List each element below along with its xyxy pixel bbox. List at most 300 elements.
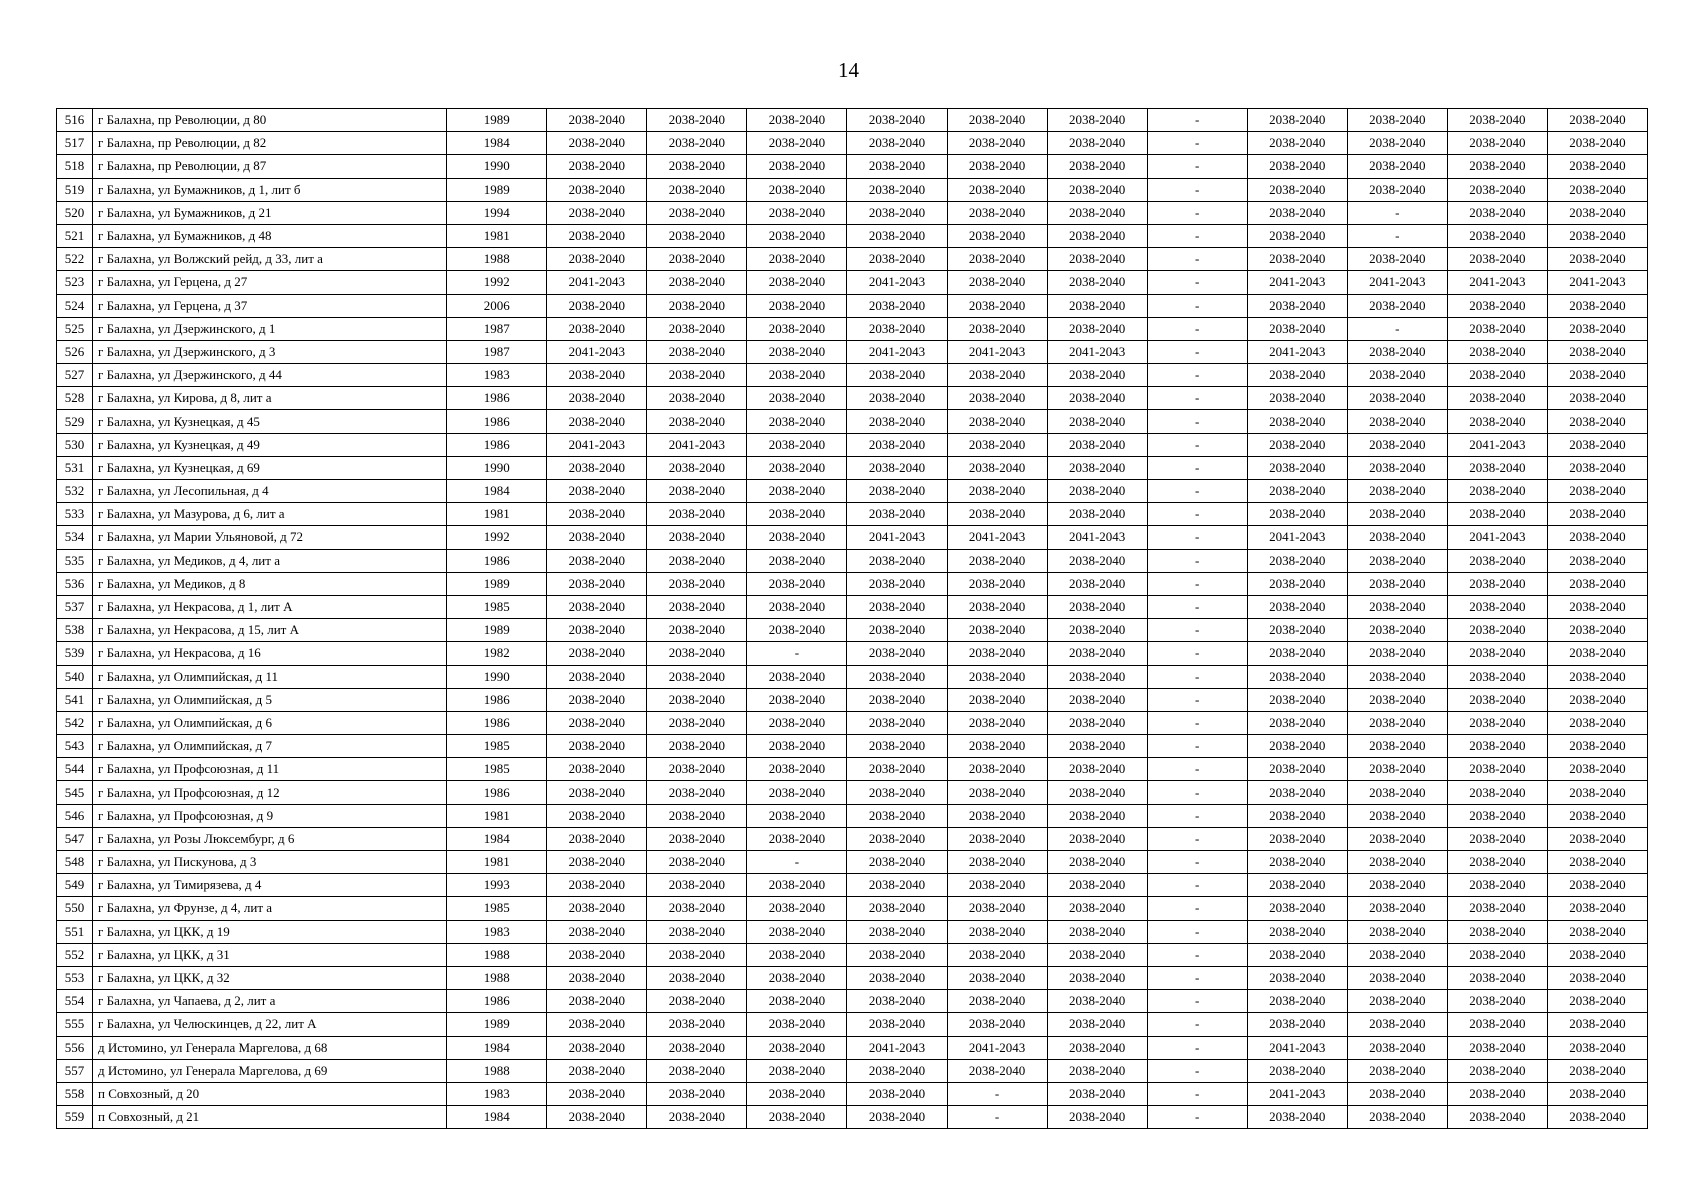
- period-cell: 2038-2040: [1547, 827, 1647, 850]
- address-cell: г Балахна, ул Челюскинцев, д 22, лит А: [93, 1013, 447, 1036]
- address-cell: г Балахна, ул Медиков, д 8: [93, 572, 447, 595]
- address-cell: г Балахна, ул Профсоюзная, д 11: [93, 758, 447, 781]
- address-cell: г Балахна, ул Кузнецкая, д 69: [93, 456, 447, 479]
- period-cell: 2038-2040: [1547, 456, 1647, 479]
- year-cell: 1989: [447, 109, 547, 132]
- period-cell: 2038-2040: [947, 503, 1047, 526]
- period-cell: 2038-2040: [647, 943, 747, 966]
- table-row: [57, 294, 1648, 317]
- period-cell: -: [1347, 317, 1447, 340]
- period-cell: 2038-2040: [1047, 387, 1147, 410]
- period-cell: 2038-2040: [647, 387, 747, 410]
- year-cell: 1981: [447, 851, 547, 874]
- table-row: [57, 1082, 1648, 1105]
- row-number-cell: 518: [57, 155, 93, 178]
- period-cell: 2038-2040: [547, 943, 647, 966]
- period-cell: 2038-2040: [647, 874, 747, 897]
- period-cell: 2038-2040: [747, 619, 847, 642]
- period-cell: 2038-2040: [847, 155, 947, 178]
- period-cell: 2038-2040: [747, 1059, 847, 1082]
- period-cell: 2038-2040: [1247, 711, 1347, 734]
- address-cell: г Балахна, ул ЦКК, д 19: [93, 920, 447, 943]
- period-cell: 2038-2040: [647, 1082, 747, 1105]
- page-number: 14: [838, 58, 859, 82]
- row-number-cell: 546: [57, 804, 93, 827]
- period-cell: 2038-2040: [747, 271, 847, 294]
- period-cell: 2038-2040: [1247, 619, 1347, 642]
- period-cell: 2038-2040: [547, 804, 647, 827]
- period-cell: -: [1147, 271, 1247, 294]
- address-cell: г Балахна, пр Революции, д 82: [93, 132, 447, 155]
- period-cell: 2038-2040: [1247, 874, 1347, 897]
- address-cell: г Балахна, ул Бумажников, д 21: [93, 201, 447, 224]
- period-cell: -: [1347, 201, 1447, 224]
- period-cell: 2038-2040: [1547, 178, 1647, 201]
- period-cell: 2038-2040: [647, 480, 747, 503]
- period-cell: 2038-2040: [547, 364, 647, 387]
- period-cell: 2038-2040: [647, 294, 747, 317]
- table-row: [57, 642, 1648, 665]
- table-row: [57, 271, 1648, 294]
- period-cell: 2038-2040: [1347, 758, 1447, 781]
- period-cell: 2038-2040: [1547, 920, 1647, 943]
- period-cell: 2038-2040: [647, 619, 747, 642]
- period-cell: 2038-2040: [647, 920, 747, 943]
- address-cell: г Балахна, ул Бумажников, д 48: [93, 224, 447, 247]
- period-cell: 2038-2040: [747, 572, 847, 595]
- year-cell: 1986: [447, 387, 547, 410]
- period-cell: 2041-2043: [1347, 271, 1447, 294]
- period-cell: 2038-2040: [847, 874, 947, 897]
- table-row: [57, 572, 1648, 595]
- period-cell: 2038-2040: [1047, 897, 1147, 920]
- period-cell: 2038-2040: [1347, 781, 1447, 804]
- period-cell: 2038-2040: [1547, 1013, 1647, 1036]
- period-cell: 2038-2040: [547, 387, 647, 410]
- period-cell: 2038-2040: [847, 943, 947, 966]
- period-cell: 2038-2040: [947, 619, 1047, 642]
- period-cell: 2038-2040: [1547, 410, 1647, 433]
- period-cell: 2038-2040: [1247, 920, 1347, 943]
- address-cell: г Балахна, ул ЦКК, д 32: [93, 966, 447, 989]
- period-cell: 2038-2040: [1347, 410, 1447, 433]
- period-cell: -: [1147, 1082, 1247, 1105]
- period-cell: 2038-2040: [947, 990, 1047, 1013]
- period-cell: 2038-2040: [1047, 549, 1147, 572]
- table-row: [57, 665, 1648, 688]
- address-cell: г Балахна, ул Некрасова, д 15, лит А: [93, 619, 447, 642]
- period-cell: 2038-2040: [1247, 572, 1347, 595]
- address-cell: г Балахна, ул Пискунова, д 3: [93, 851, 447, 874]
- period-cell: 2038-2040: [1447, 294, 1547, 317]
- period-cell: 2038-2040: [747, 178, 847, 201]
- year-cell: 1985: [447, 758, 547, 781]
- period-cell: 2038-2040: [1247, 294, 1347, 317]
- table-row: [57, 503, 1648, 526]
- period-cell: 2038-2040: [1047, 804, 1147, 827]
- period-cell: 2038-2040: [1447, 943, 1547, 966]
- period-cell: 2038-2040: [1247, 549, 1347, 572]
- period-cell: 2038-2040: [1547, 874, 1647, 897]
- table-row: [57, 897, 1648, 920]
- year-cell: 1983: [447, 1082, 547, 1105]
- address-cell: г Балахна, ул Лесопильная, д 4: [93, 480, 447, 503]
- year-cell: 2006: [447, 294, 547, 317]
- row-number-cell: 527: [57, 364, 93, 387]
- period-cell: 2038-2040: [847, 1082, 947, 1105]
- period-cell: 2038-2040: [847, 642, 947, 665]
- year-cell: 1992: [447, 526, 547, 549]
- year-cell: 1985: [447, 595, 547, 618]
- period-cell: 2038-2040: [1047, 665, 1147, 688]
- period-cell: 2038-2040: [1047, 595, 1147, 618]
- period-cell: 2038-2040: [847, 781, 947, 804]
- period-cell: 2038-2040: [1247, 387, 1347, 410]
- period-cell: 2038-2040: [547, 781, 647, 804]
- period-cell: 2038-2040: [747, 109, 847, 132]
- period-cell: 2038-2040: [1547, 735, 1647, 758]
- address-cell: г Балахна, ул Дзержинского, д 44: [93, 364, 447, 387]
- period-cell: 2038-2040: [1547, 572, 1647, 595]
- period-cell: 2038-2040: [1047, 109, 1147, 132]
- period-cell: 2038-2040: [847, 1106, 947, 1129]
- period-cell: -: [1147, 132, 1247, 155]
- period-cell: 2038-2040: [647, 248, 747, 271]
- period-cell: 2038-2040: [1047, 410, 1147, 433]
- address-cell: г Балахна, ул Олимпийская, д 6: [93, 711, 447, 734]
- period-cell: 2038-2040: [1047, 920, 1147, 943]
- period-cell: 2038-2040: [1447, 224, 1547, 247]
- period-cell: 2038-2040: [947, 851, 1047, 874]
- period-cell: 2041-2043: [1247, 526, 1347, 549]
- row-number-cell: 538: [57, 619, 93, 642]
- period-cell: 2038-2040: [1247, 317, 1347, 340]
- table-row: [57, 758, 1648, 781]
- period-cell: 2041-2043: [1247, 1082, 1347, 1105]
- period-cell: 2038-2040: [747, 711, 847, 734]
- period-cell: 2038-2040: [1447, 920, 1547, 943]
- period-cell: 2038-2040: [947, 549, 1047, 572]
- period-cell: 2038-2040: [1047, 758, 1147, 781]
- period-cell: 2038-2040: [1047, 155, 1147, 178]
- period-cell: -: [1147, 433, 1247, 456]
- row-number-cell: 532: [57, 480, 93, 503]
- period-cell: 2038-2040: [1347, 1106, 1447, 1129]
- period-cell: -: [1147, 874, 1247, 897]
- period-cell: 2038-2040: [947, 271, 1047, 294]
- address-cell: п Совхозный, д 21: [93, 1106, 447, 1129]
- period-cell: 2038-2040: [747, 688, 847, 711]
- period-cell: 2038-2040: [547, 758, 647, 781]
- period-cell: 2038-2040: [647, 340, 747, 363]
- period-cell: -: [1147, 294, 1247, 317]
- row-number-cell: 551: [57, 920, 93, 943]
- period-cell: 2038-2040: [947, 642, 1047, 665]
- address-cell: г Балахна, ул Чапаева, д 2, лит а: [93, 990, 447, 1013]
- period-cell: 2038-2040: [847, 456, 947, 479]
- row-number-cell: 535: [57, 549, 93, 572]
- period-cell: 2038-2040: [547, 711, 647, 734]
- period-cell: 2038-2040: [547, 1106, 647, 1129]
- period-cell: 2038-2040: [747, 132, 847, 155]
- period-cell: 2038-2040: [1347, 804, 1447, 827]
- period-cell: 2038-2040: [1347, 549, 1447, 572]
- row-number-cell: 558: [57, 1082, 93, 1105]
- period-cell: 2041-2043: [1047, 526, 1147, 549]
- table-row: [57, 735, 1648, 758]
- table-row: [57, 201, 1648, 224]
- row-number-cell: 547: [57, 827, 93, 850]
- period-cell: 2038-2040: [1047, 201, 1147, 224]
- period-cell: 2038-2040: [1047, 735, 1147, 758]
- period-cell: 2038-2040: [1347, 920, 1447, 943]
- period-cell: 2038-2040: [1547, 340, 1647, 363]
- address-cell: г Балахна, ул Фрунзе, д 4, лит а: [93, 897, 447, 920]
- period-cell: 2038-2040: [1247, 178, 1347, 201]
- period-cell: 2038-2040: [747, 340, 847, 363]
- period-cell: 2038-2040: [847, 827, 947, 850]
- period-cell: 2038-2040: [1047, 1082, 1147, 1105]
- period-cell: 2038-2040: [747, 294, 847, 317]
- year-cell: 1983: [447, 364, 547, 387]
- period-cell: 2038-2040: [947, 480, 1047, 503]
- year-cell: 1989: [447, 619, 547, 642]
- period-cell: 2038-2040: [1447, 966, 1547, 989]
- table-row: [57, 943, 1648, 966]
- address-cell: г Балахна, пр Революции, д 87: [93, 155, 447, 178]
- table-row: [57, 224, 1648, 247]
- period-cell: 2038-2040: [1347, 456, 1447, 479]
- period-cell: 2041-2043: [547, 271, 647, 294]
- period-cell: 2038-2040: [647, 735, 747, 758]
- period-cell: 2038-2040: [947, 572, 1047, 595]
- period-cell: 2038-2040: [1447, 178, 1547, 201]
- period-cell: 2038-2040: [1447, 711, 1547, 734]
- period-cell: 2038-2040: [847, 711, 947, 734]
- row-number-cell: 556: [57, 1036, 93, 1059]
- period-cell: 2038-2040: [1047, 224, 1147, 247]
- period-cell: 2038-2040: [647, 990, 747, 1013]
- period-cell: -: [1147, 804, 1247, 827]
- address-cell: г Балахна, ул Дзержинского, д 3: [93, 340, 447, 363]
- period-cell: 2038-2040: [1347, 109, 1447, 132]
- period-cell: -: [1147, 851, 1247, 874]
- period-cell: 2038-2040: [1047, 1036, 1147, 1059]
- period-cell: 2038-2040: [1347, 1036, 1447, 1059]
- period-cell: 2038-2040: [1047, 874, 1147, 897]
- period-cell: 2038-2040: [1547, 224, 1647, 247]
- building-repair-table: [56, 108, 1648, 1129]
- period-cell: 2038-2040: [947, 711, 1047, 734]
- period-cell: 2038-2040: [747, 364, 847, 387]
- period-cell: 2038-2040: [1047, 572, 1147, 595]
- period-cell: 2038-2040: [1347, 364, 1447, 387]
- year-cell: 1981: [447, 503, 547, 526]
- table-row: [57, 688, 1648, 711]
- period-cell: 2038-2040: [947, 387, 1047, 410]
- period-cell: -: [1147, 387, 1247, 410]
- address-cell: д Истомино, ул Генерала Маргелова, д 69: [93, 1059, 447, 1082]
- period-cell: 2041-2043: [947, 340, 1047, 363]
- period-cell: 2038-2040: [1447, 827, 1547, 850]
- period-cell: 2038-2040: [1247, 688, 1347, 711]
- period-cell: 2038-2040: [1547, 364, 1647, 387]
- year-cell: 1986: [447, 410, 547, 433]
- period-cell: 2038-2040: [1547, 1106, 1647, 1129]
- period-cell: 2038-2040: [1347, 688, 1447, 711]
- period-cell: 2038-2040: [847, 966, 947, 989]
- period-cell: 2038-2040: [747, 943, 847, 966]
- period-cell: 2038-2040: [1247, 109, 1347, 132]
- period-cell: 2038-2040: [1447, 340, 1547, 363]
- period-cell: 2038-2040: [1347, 874, 1447, 897]
- year-cell: 1987: [447, 340, 547, 363]
- period-cell: 2038-2040: [1447, 1059, 1547, 1082]
- period-cell: 2038-2040: [1547, 897, 1647, 920]
- table-row: [57, 1059, 1648, 1082]
- period-cell: 2038-2040: [747, 781, 847, 804]
- period-cell: 2038-2040: [547, 224, 647, 247]
- row-number-cell: 531: [57, 456, 93, 479]
- period-cell: 2038-2040: [1547, 480, 1647, 503]
- year-cell: 1988: [447, 1059, 547, 1082]
- row-number-cell: 545: [57, 781, 93, 804]
- period-cell: 2038-2040: [947, 595, 1047, 618]
- period-cell: 2038-2040: [747, 804, 847, 827]
- period-cell: 2038-2040: [1547, 1082, 1647, 1105]
- period-cell: 2041-2043: [847, 526, 947, 549]
- period-cell: 2038-2040: [1247, 433, 1347, 456]
- period-cell: 2038-2040: [1347, 526, 1447, 549]
- row-number-cell: 528: [57, 387, 93, 410]
- period-cell: 2038-2040: [1447, 874, 1547, 897]
- period-cell: 2041-2043: [1247, 271, 1347, 294]
- period-cell: 2038-2040: [947, 735, 1047, 758]
- period-cell: 2038-2040: [847, 897, 947, 920]
- period-cell: 2038-2040: [1447, 364, 1547, 387]
- table-row: [57, 851, 1648, 874]
- table-row: [57, 990, 1648, 1013]
- period-cell: 2038-2040: [1447, 572, 1547, 595]
- period-cell: 2038-2040: [847, 758, 947, 781]
- period-cell: 2038-2040: [1247, 201, 1347, 224]
- year-cell: 1984: [447, 1106, 547, 1129]
- period-cell: 2038-2040: [647, 549, 747, 572]
- period-cell: 2038-2040: [647, 595, 747, 618]
- period-cell: 2038-2040: [747, 874, 847, 897]
- table-row: [57, 178, 1648, 201]
- period-cell: 2038-2040: [747, 317, 847, 340]
- period-cell: 2038-2040: [547, 966, 647, 989]
- period-cell: -: [1147, 827, 1247, 850]
- address-cell: г Балахна, ул Герцена, д 37: [93, 294, 447, 317]
- period-cell: 2038-2040: [1447, 480, 1547, 503]
- period-cell: -: [1147, 549, 1247, 572]
- period-cell: 2038-2040: [1247, 1059, 1347, 1082]
- period-cell: 2038-2040: [1547, 642, 1647, 665]
- address-cell: г Балахна, ул Дзержинского, д 1: [93, 317, 447, 340]
- period-cell: 2038-2040: [947, 410, 1047, 433]
- table-row: [57, 920, 1648, 943]
- period-cell: 2038-2040: [1047, 851, 1147, 874]
- year-cell: 1986: [447, 711, 547, 734]
- row-number-cell: 541: [57, 688, 93, 711]
- period-cell: 2038-2040: [647, 503, 747, 526]
- period-cell: -: [1147, 526, 1247, 549]
- period-cell: 2038-2040: [647, 758, 747, 781]
- period-cell: 2038-2040: [747, 456, 847, 479]
- period-cell: 2038-2040: [1447, 317, 1547, 340]
- period-cell: 2038-2040: [1347, 572, 1447, 595]
- period-cell: 2038-2040: [947, 758, 1047, 781]
- period-cell: 2038-2040: [1547, 804, 1647, 827]
- period-cell: 2038-2040: [547, 155, 647, 178]
- period-cell: 2038-2040: [1047, 132, 1147, 155]
- period-cell: -: [1147, 920, 1247, 943]
- table-row: [57, 480, 1648, 503]
- period-cell: 2038-2040: [1547, 758, 1647, 781]
- period-cell: 2038-2040: [1347, 294, 1447, 317]
- table-row: [57, 549, 1648, 572]
- period-cell: 2041-2043: [947, 1036, 1047, 1059]
- table-row: [57, 456, 1648, 479]
- period-cell: 2038-2040: [947, 943, 1047, 966]
- period-cell: 2038-2040: [547, 109, 647, 132]
- period-cell: 2038-2040: [1447, 851, 1547, 874]
- period-cell: 2038-2040: [647, 665, 747, 688]
- table-row: [57, 1036, 1648, 1059]
- period-cell: 2038-2040: [647, 410, 747, 433]
- row-number-cell: 542: [57, 711, 93, 734]
- row-number-cell: 557: [57, 1059, 93, 1082]
- period-cell: 2038-2040: [747, 1106, 847, 1129]
- address-cell: г Балахна, ул Волжский рейд, д 33, лит а: [93, 248, 447, 271]
- period-cell: 2038-2040: [947, 132, 1047, 155]
- period-cell: 2038-2040: [547, 132, 647, 155]
- year-cell: 1989: [447, 178, 547, 201]
- period-cell: 2038-2040: [647, 1059, 747, 1082]
- period-cell: 2038-2040: [847, 851, 947, 874]
- period-cell: 2038-2040: [1347, 503, 1447, 526]
- period-cell: 2038-2040: [947, 1013, 1047, 1036]
- period-cell: 2038-2040: [1447, 1106, 1547, 1129]
- period-cell: 2038-2040: [1247, 1106, 1347, 1129]
- row-number-cell: 529: [57, 410, 93, 433]
- row-number-cell: 543: [57, 735, 93, 758]
- period-cell: 2038-2040: [1047, 943, 1147, 966]
- period-cell: -: [1147, 688, 1247, 711]
- row-number-cell: 516: [57, 109, 93, 132]
- period-cell: 2038-2040: [1447, 595, 1547, 618]
- period-cell: 2038-2040: [847, 294, 947, 317]
- period-cell: 2038-2040: [547, 920, 647, 943]
- period-cell: 2038-2040: [1047, 688, 1147, 711]
- period-cell: 2038-2040: [847, 688, 947, 711]
- period-cell: 2038-2040: [1347, 433, 1447, 456]
- period-cell: 2038-2040: [847, 248, 947, 271]
- period-cell: 2038-2040: [1447, 990, 1547, 1013]
- period-cell: 2038-2040: [547, 480, 647, 503]
- period-cell: 2038-2040: [647, 364, 747, 387]
- period-cell: 2038-2040: [647, 781, 747, 804]
- period-cell: 2041-2043: [1547, 271, 1647, 294]
- period-cell: 2038-2040: [1547, 943, 1647, 966]
- row-number-cell: 523: [57, 271, 93, 294]
- period-cell: 2038-2040: [1347, 132, 1447, 155]
- period-cell: -: [1147, 758, 1247, 781]
- year-cell: 1992: [447, 271, 547, 294]
- period-cell: 2038-2040: [1247, 1013, 1347, 1036]
